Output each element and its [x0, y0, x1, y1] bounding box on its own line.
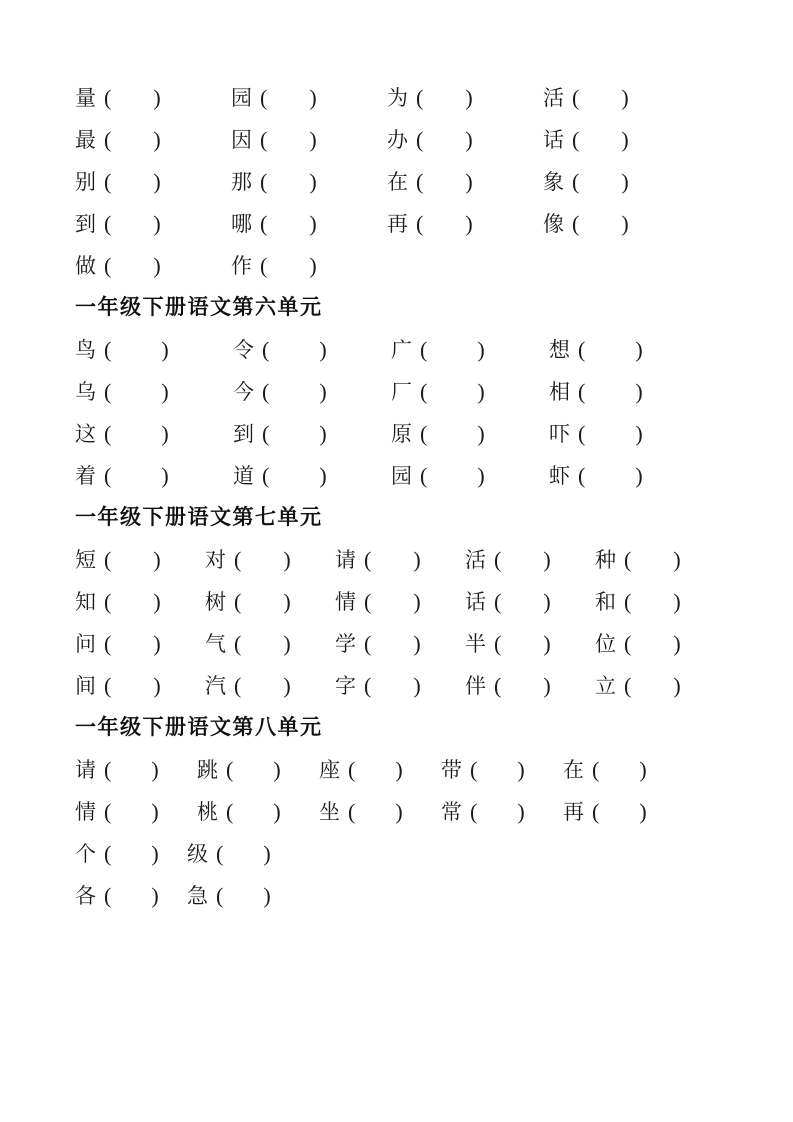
character: 伴	[465, 674, 486, 698]
character-row	[75, 749, 763, 791]
fill-in-item	[197, 749, 319, 791]
character: 虾	[549, 464, 570, 488]
fill-in-item	[233, 455, 391, 497]
close-paren: )	[151, 841, 159, 866]
close-paren: )	[673, 631, 681, 656]
fill-in-item	[75, 413, 233, 455]
character: 今	[233, 380, 254, 404]
character: 到	[233, 422, 254, 446]
character: 活	[465, 548, 486, 572]
fill-in-item	[205, 665, 335, 707]
close-paren: )	[283, 547, 291, 572]
character: 道	[233, 464, 254, 488]
character: 桃	[197, 800, 218, 824]
close-paren: )	[273, 799, 281, 824]
character: 话	[465, 590, 486, 614]
fill-in-item	[319, 749, 441, 791]
close-paren: )	[413, 631, 421, 656]
fill-in-item	[543, 203, 699, 245]
close-paren: )	[465, 127, 473, 152]
character: 到	[75, 212, 96, 236]
character: 急	[187, 884, 208, 908]
close-paren: )	[673, 589, 681, 614]
open-paren: (	[494, 547, 502, 572]
character: 活	[543, 86, 564, 110]
open-paren: (	[572, 85, 580, 110]
character: 跳	[197, 758, 218, 782]
open-paren: (	[420, 463, 428, 488]
fill-in-item	[465, 665, 595, 707]
character: 对	[205, 548, 226, 572]
close-paren: )	[283, 589, 291, 614]
open-paren: (	[104, 379, 112, 404]
open-paren: (	[572, 169, 580, 194]
close-paren: )	[151, 799, 159, 824]
close-paren: )	[635, 421, 643, 446]
open-paren: (	[420, 421, 428, 446]
fill-in-item	[75, 875, 187, 917]
fill-in-item	[543, 119, 699, 161]
character: 请	[75, 758, 96, 782]
fill-in-item	[391, 413, 549, 455]
close-paren: )	[153, 211, 161, 236]
fill-in-item	[75, 665, 205, 707]
character: 做	[75, 254, 96, 278]
fill-in-item	[595, 539, 725, 581]
open-paren: (	[260, 253, 268, 278]
character: 着	[75, 464, 96, 488]
close-paren: )	[309, 253, 317, 278]
fill-in-item	[465, 581, 595, 623]
character-row	[75, 413, 763, 455]
character: 相	[549, 380, 570, 404]
close-paren: )	[635, 463, 643, 488]
character: 作	[231, 254, 252, 278]
close-paren: )	[395, 799, 403, 824]
fill-in-item	[595, 665, 725, 707]
close-paren: )	[465, 85, 473, 110]
fill-in-item	[441, 791, 563, 833]
section-heading: 一年级下册语文第七单元	[75, 506, 323, 529]
character: 情	[335, 590, 356, 614]
fill-in-item	[595, 623, 725, 665]
character: 厂	[391, 380, 412, 404]
character: 办	[387, 128, 408, 152]
close-paren: )	[413, 589, 421, 614]
character: 想	[549, 338, 570, 362]
fill-in-item	[465, 623, 595, 665]
unit-section	[75, 497, 763, 707]
character: 汽	[205, 674, 226, 698]
close-paren: )	[543, 589, 551, 614]
open-paren: (	[494, 673, 502, 698]
open-paren: (	[624, 589, 632, 614]
fill-in-item	[391, 455, 549, 497]
character: 个	[75, 842, 96, 866]
fill-in-item	[543, 77, 699, 119]
open-paren: (	[494, 589, 502, 614]
character: 和	[595, 590, 616, 614]
open-paren: (	[262, 421, 270, 446]
open-paren: (	[470, 799, 478, 824]
close-paren: )	[477, 463, 485, 488]
close-paren: )	[151, 883, 159, 908]
close-paren: )	[309, 169, 317, 194]
open-paren: (	[416, 169, 424, 194]
open-paren: (	[364, 589, 372, 614]
character: 情	[75, 800, 96, 824]
close-paren: )	[263, 841, 271, 866]
character: 这	[75, 422, 96, 446]
character: 哪	[231, 212, 252, 236]
close-paren: )	[465, 169, 473, 194]
open-paren: (	[216, 841, 224, 866]
fill-in-item	[233, 413, 391, 455]
character: 吓	[549, 422, 570, 446]
open-paren: (	[416, 85, 424, 110]
fill-in-item	[75, 245, 231, 287]
open-paren: (	[234, 589, 242, 614]
character: 座	[319, 758, 340, 782]
open-paren: (	[260, 127, 268, 152]
close-paren: )	[621, 211, 629, 236]
close-paren: )	[477, 379, 485, 404]
character: 气	[205, 632, 226, 656]
open-paren: (	[104, 841, 112, 866]
fill-in-item	[75, 77, 231, 119]
fill-in-item	[205, 539, 335, 581]
character-row	[75, 665, 763, 707]
close-paren: )	[153, 169, 161, 194]
open-paren: (	[364, 631, 372, 656]
open-paren: (	[260, 169, 268, 194]
character: 短	[75, 548, 96, 572]
character: 最	[75, 128, 96, 152]
character: 象	[543, 170, 564, 194]
fill-in-item	[387, 77, 543, 119]
fill-in-item	[231, 203, 387, 245]
close-paren: )	[151, 757, 159, 782]
open-paren: (	[624, 631, 632, 656]
character-row	[75, 77, 763, 119]
close-paren: )	[319, 379, 327, 404]
fill-in-item	[75, 329, 233, 371]
open-paren: (	[260, 211, 268, 236]
close-paren: )	[635, 379, 643, 404]
character: 为	[387, 86, 408, 110]
close-paren: )	[543, 631, 551, 656]
character: 间	[75, 674, 96, 698]
open-paren: (	[262, 337, 270, 362]
fill-in-item	[387, 203, 543, 245]
close-paren: )	[319, 337, 327, 362]
character-row	[75, 581, 763, 623]
open-paren: (	[104, 757, 112, 782]
open-paren: (	[624, 547, 632, 572]
close-paren: )	[283, 631, 291, 656]
section-heading: 一年级下册语文第八单元	[75, 716, 323, 739]
close-paren: )	[161, 337, 169, 362]
open-paren: (	[572, 127, 580, 152]
close-paren: )	[273, 757, 281, 782]
open-paren: (	[420, 379, 428, 404]
close-paren: )	[153, 85, 161, 110]
close-paren: )	[639, 799, 647, 824]
character-row	[75, 623, 763, 665]
fill-in-item	[595, 581, 725, 623]
character: 在	[387, 170, 408, 194]
fill-in-item	[549, 413, 707, 455]
open-paren: (	[104, 211, 112, 236]
character: 再	[563, 800, 584, 824]
unit-section	[75, 707, 763, 917]
fill-in-item	[335, 539, 465, 581]
close-paren: )	[673, 673, 681, 698]
character: 园	[391, 464, 412, 488]
close-paren: )	[309, 85, 317, 110]
character-row	[75, 371, 763, 413]
open-paren: (	[624, 673, 632, 698]
character-row	[75, 875, 763, 917]
open-paren: (	[104, 589, 112, 614]
fill-in-item	[387, 119, 543, 161]
fill-in-item	[231, 245, 387, 287]
open-paren: (	[470, 757, 478, 782]
open-paren: (	[104, 421, 112, 446]
fill-in-item	[563, 791, 685, 833]
fill-in-item	[187, 875, 299, 917]
character: 话	[543, 128, 564, 152]
character: 在	[563, 758, 584, 782]
character-row	[75, 539, 763, 581]
fill-in-item	[549, 455, 707, 497]
character: 树	[205, 590, 226, 614]
fill-in-item	[75, 581, 205, 623]
close-paren: )	[413, 547, 421, 572]
open-paren: (	[364, 673, 372, 698]
fill-in-item	[231, 161, 387, 203]
open-paren: (	[364, 547, 372, 572]
fill-in-item	[75, 539, 205, 581]
fill-in-item	[75, 623, 205, 665]
fill-in-item	[335, 665, 465, 707]
unit-section	[75, 287, 763, 497]
unit-section	[75, 77, 763, 287]
fill-in-item	[335, 581, 465, 623]
open-paren: (	[104, 253, 112, 278]
open-paren: (	[578, 463, 586, 488]
fill-in-item	[197, 791, 319, 833]
close-paren: )	[517, 799, 525, 824]
close-paren: )	[413, 673, 421, 698]
character: 原	[391, 422, 412, 446]
fill-in-item	[441, 749, 563, 791]
open-paren: (	[104, 463, 112, 488]
character-row	[75, 245, 763, 287]
fill-in-item	[233, 329, 391, 371]
close-paren: )	[543, 547, 551, 572]
open-paren: (	[104, 883, 112, 908]
fill-in-item	[391, 329, 549, 371]
fill-in-item	[205, 623, 335, 665]
character-row	[75, 119, 763, 161]
character: 级	[187, 842, 208, 866]
fill-in-item	[75, 455, 233, 497]
close-paren: )	[477, 421, 485, 446]
fill-in-item	[75, 749, 197, 791]
character: 因	[231, 128, 252, 152]
close-paren: )	[153, 127, 161, 152]
fill-in-item	[75, 203, 231, 245]
character-row	[75, 791, 763, 833]
fill-in-item	[563, 749, 685, 791]
fill-in-item	[75, 371, 233, 413]
open-paren: (	[348, 799, 356, 824]
character: 位	[595, 632, 616, 656]
character: 令	[233, 338, 254, 362]
fill-in-item	[205, 581, 335, 623]
character-row	[75, 833, 763, 875]
open-paren: (	[262, 379, 270, 404]
open-paren: (	[578, 379, 586, 404]
character-row	[75, 455, 763, 497]
fill-in-item	[549, 329, 707, 371]
open-paren: (	[348, 757, 356, 782]
fill-in-item	[319, 791, 441, 833]
close-paren: )	[395, 757, 403, 782]
fill-in-item	[75, 161, 231, 203]
character: 广	[391, 338, 412, 362]
fill-in-item	[465, 539, 595, 581]
character: 种	[595, 548, 616, 572]
character: 请	[335, 548, 356, 572]
fill-in-item	[387, 161, 543, 203]
character: 园	[231, 86, 252, 110]
fill-in-item	[75, 791, 197, 833]
fill-in-item	[543, 161, 699, 203]
character: 乌	[75, 380, 96, 404]
open-paren: (	[104, 337, 112, 362]
close-paren: )	[543, 673, 551, 698]
open-paren: (	[104, 799, 112, 824]
section-heading: 一年级下册语文第六单元	[75, 296, 323, 319]
open-paren: (	[234, 547, 242, 572]
fill-in-item	[187, 833, 299, 875]
close-paren: )	[635, 337, 643, 362]
open-paren: (	[226, 757, 234, 782]
character: 字	[335, 674, 356, 698]
character: 各	[75, 884, 96, 908]
close-paren: )	[153, 631, 161, 656]
open-paren: (	[262, 463, 270, 488]
open-paren: (	[104, 547, 112, 572]
close-paren: )	[153, 589, 161, 614]
close-paren: )	[477, 337, 485, 362]
close-paren: )	[319, 463, 327, 488]
open-paren: (	[104, 631, 112, 656]
character: 鸟	[75, 338, 96, 362]
character: 带	[441, 758, 462, 782]
character-row	[75, 329, 763, 371]
fill-in-item	[231, 77, 387, 119]
open-paren: (	[578, 337, 586, 362]
open-paren: (	[104, 169, 112, 194]
open-paren: (	[420, 337, 428, 362]
close-paren: )	[319, 421, 327, 446]
character-row	[75, 161, 763, 203]
character: 立	[595, 674, 616, 698]
fill-in-item	[231, 119, 387, 161]
open-paren: (	[226, 799, 234, 824]
close-paren: )	[621, 169, 629, 194]
open-paren: (	[592, 757, 600, 782]
open-paren: (	[260, 85, 268, 110]
open-paren: (	[104, 85, 112, 110]
open-paren: (	[234, 673, 242, 698]
open-paren: (	[104, 673, 112, 698]
close-paren: )	[161, 379, 169, 404]
character: 学	[335, 632, 356, 656]
character: 问	[75, 632, 96, 656]
character: 再	[387, 212, 408, 236]
close-paren: )	[639, 757, 647, 782]
close-paren: )	[153, 547, 161, 572]
close-paren: )	[517, 757, 525, 782]
open-paren: (	[416, 127, 424, 152]
open-paren: (	[234, 631, 242, 656]
worksheet	[75, 77, 763, 917]
character: 那	[231, 170, 252, 194]
close-paren: )	[161, 463, 169, 488]
character: 知	[75, 590, 96, 614]
character: 别	[75, 170, 96, 194]
open-paren: (	[578, 421, 586, 446]
fill-in-item	[391, 371, 549, 413]
character: 半	[465, 632, 486, 656]
open-paren: (	[416, 211, 424, 236]
character: 坐	[319, 800, 340, 824]
fill-in-item	[75, 119, 231, 161]
close-paren: )	[621, 85, 629, 110]
close-paren: )	[161, 421, 169, 446]
close-paren: )	[309, 127, 317, 152]
open-paren: (	[216, 883, 224, 908]
character-row	[75, 203, 763, 245]
open-paren: (	[572, 211, 580, 236]
fill-in-item	[233, 371, 391, 413]
close-paren: )	[153, 673, 161, 698]
close-paren: )	[465, 211, 473, 236]
open-paren: (	[104, 127, 112, 152]
close-paren: )	[153, 253, 161, 278]
fill-in-item	[335, 623, 465, 665]
character: 量	[75, 86, 96, 110]
fill-in-item	[75, 833, 187, 875]
close-paren: )	[263, 883, 271, 908]
close-paren: )	[673, 547, 681, 572]
character: 像	[543, 212, 564, 236]
open-paren: (	[494, 631, 502, 656]
character: 常	[441, 800, 462, 824]
fill-in-item	[549, 371, 707, 413]
close-paren: )	[283, 673, 291, 698]
close-paren: )	[309, 211, 317, 236]
close-paren: )	[621, 127, 629, 152]
open-paren: (	[592, 799, 600, 824]
